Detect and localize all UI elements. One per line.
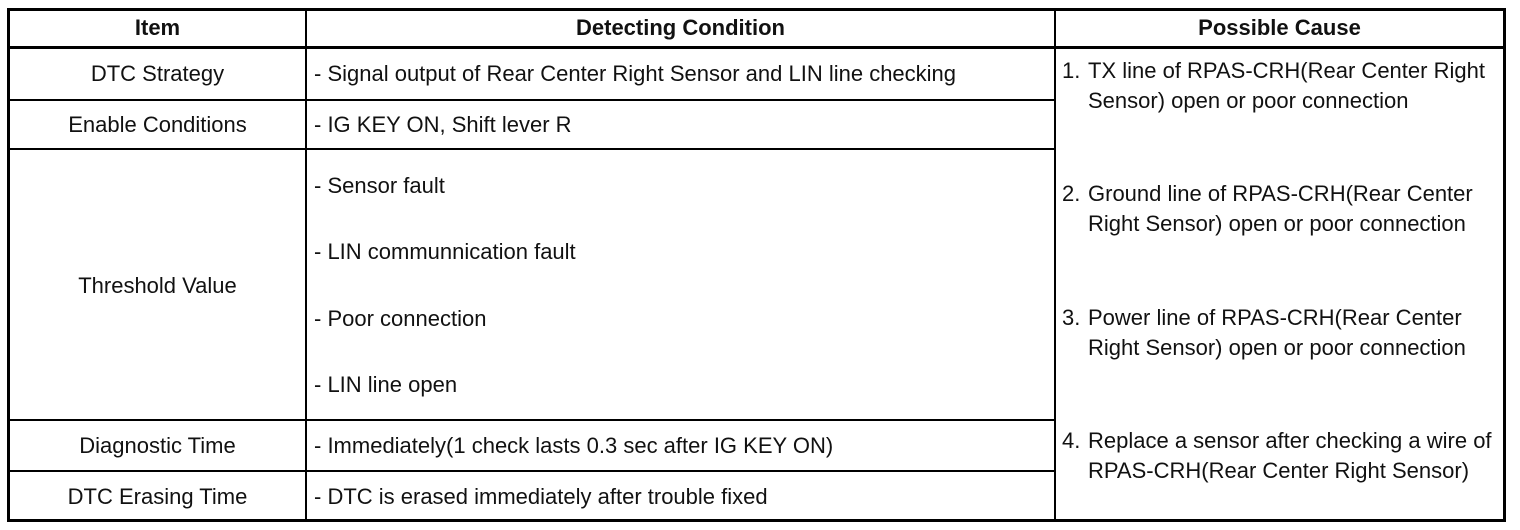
header-item: Item	[134, 15, 181, 40]
header-divider	[7, 46, 1506, 49]
header-detecting-condition: Detecting Condition	[576, 15, 785, 40]
cause-number: 4.	[1062, 428, 1081, 453]
condition-dtc-strategy: - Signal output of Rear Center Right Sensor and LIN line checking	[314, 61, 957, 86]
col-divider-1	[305, 8, 307, 522]
cause-text: Replace a sensor after checking a wire of RPAS-CRH(Rear Center Right Sensor)	[1088, 428, 1492, 483]
row-divider-1	[7, 99, 1056, 101]
condition-threshold-4: - LIN line open	[314, 372, 458, 397]
cause-item-4	[1062, 426, 1502, 486]
item-dtc-strategy: DTC Strategy	[90, 61, 225, 86]
col-divider-2	[1054, 8, 1056, 522]
cause-number: 2.	[1062, 181, 1081, 206]
table-border-right	[1503, 8, 1506, 522]
item-diagnostic-time: Diagnostic Time	[79, 433, 236, 458]
row-divider-4	[7, 470, 1056, 472]
cause-item-1	[1062, 56, 1502, 116]
item-enable-conditions: Enable Conditions	[68, 112, 247, 137]
condition-dtc-erasing-time: - DTC is erased immediately after trouble fixed	[314, 484, 768, 509]
cause-number: 1.	[1062, 58, 1081, 83]
condition-threshold-2: - LIN communnication fault	[314, 239, 576, 264]
condition-threshold-1: - Sensor fault	[314, 173, 445, 198]
cause-item-2	[1062, 179, 1502, 239]
condition-enable-conditions: - IG KEY ON, Shift lever R	[314, 112, 572, 137]
row-divider-3	[7, 419, 1056, 421]
cause-text: Ground line of RPAS-CRH(Rear Center Right Sensor) open or poor connection	[1088, 181, 1473, 236]
cause-text: TX line of RPAS-CRH(Rear Center Right Sensor) open or poor connection	[1088, 58, 1485, 113]
table-border-top	[7, 8, 1506, 11]
item-threshold-value: Threshold Value	[78, 273, 237, 298]
cause-text: Power line of RPAS-CRH(Rear Center Right Sensor) open or poor connection	[1088, 305, 1466, 360]
cause-number: 3.	[1062, 305, 1081, 330]
table-border-bottom	[7, 519, 1506, 522]
condition-threshold-3: - Poor connection	[314, 306, 487, 331]
condition-diagnostic-time: - Immediately(1 check lasts 0.3 sec after IG KEY ON)	[314, 433, 834, 458]
header-possible-cause: Possible Cause	[1198, 15, 1361, 40]
item-dtc-erasing-time: DTC Erasing Time	[67, 484, 248, 509]
cause-item-3	[1062, 303, 1502, 363]
row-divider-2	[7, 148, 1056, 150]
